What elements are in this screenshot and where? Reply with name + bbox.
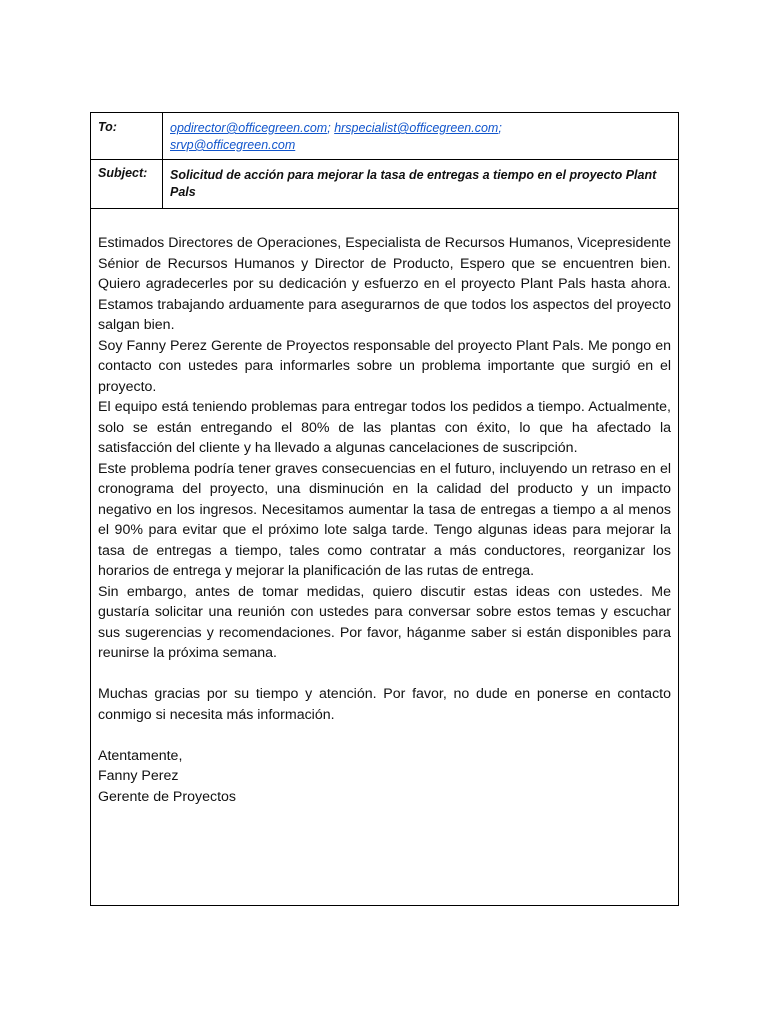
recipient-separator: ; (327, 121, 331, 135)
recipients-field (163, 113, 678, 159)
body-paragraph-1: Estimados Directores de Operaciones, Especialista de Recursos Humanos, Vicepresidente Sénior de Recursos Humanos y Director de Producto, Espero que se encuentren bien. Quiero agradecerles por su dedicación y esfuerzo en el proyecto Plant Pals hasta ahora. Estamos trabajando arduamente para asegurarnos de que todos los aspectos del proyecto salgan bien. (98, 235, 671, 333)
to-row (91, 113, 678, 160)
blank-line (98, 664, 671, 685)
body-paragraph-6: Muchas gracias por su tiempo y atención. Por favor, no dude en ponerse en contacto conmigo si necesita más información. (98, 686, 671, 723)
recipient-link-1[interactable]: opdirector@officegreen.com (170, 121, 328, 135)
body-paragraph-2: Soy Fanny Perez Gerente de Proyectos responsable del proyecto Plant Pals. Me pongo en contacto con ustedes para informarles sobre un problema importante que surgió en el proyecto. (98, 337, 671, 395)
subject-label: Subject: (91, 159, 163, 208)
body-paragraph-3: El equipo está teniendo problemas para entregar todos los pedidos a tiempo. Actualmente, solo se están entregando el 80% de las plantas con éxito, lo que ha afectado la satisfacción del cliente y ha llevado a algunas cancelaciones de suscripción. (98, 399, 671, 456)
signature-title: Gerente de Proyectos (98, 788, 237, 805)
email-body (91, 208, 678, 905)
recipient-link-2[interactable]: hrspecialist@officegreen.com (334, 121, 499, 135)
blank-line (98, 725, 671, 746)
closing-text: Atentamente, (98, 747, 183, 764)
subject-text: Solicitud de acción para mejorar la tasa de entregas a tiempo en el proyecto Plant Pals (170, 168, 657, 199)
signature-name: Fanny Perez (98, 768, 179, 784)
email-table (90, 112, 679, 906)
recipient-separator: ; (498, 121, 502, 135)
to-label: To: (91, 113, 163, 159)
recipient-link-3[interactable]: srvp@officegreen.com (170, 138, 296, 152)
body-paragraph-5: Sin embargo, antes de tomar medidas, quiero discutir estas ideas con ustedes. Me gustaría solicitar una reunión con ustedes para conversar sobre estos temas y escuchar sus sugerencias y recomendaciones. Por favor, háganme saber si están disponibles para reunirse la próxima semana. (98, 583, 671, 661)
subject-field (163, 159, 678, 208)
body-paragraph-4: Este problema podría tener graves consecuencias en el futuro, incluyendo un retraso en el cronograma del proyecto, una disminución en la calidad del producto y un impacto negativo en los ingresos. Necesitamos aumentar la tasa de entregas a tiempo a al menos el 90% para evitar que el próximo lote salga tarde. Tengo algunas ideas para mejorar la tasa de entregas a tiempo, tales como contratar a más conductores, reorganizar los horarios de entrega y mejorar la planificación de las rutas de entrega. (98, 460, 671, 579)
subject-row (91, 159, 678, 209)
